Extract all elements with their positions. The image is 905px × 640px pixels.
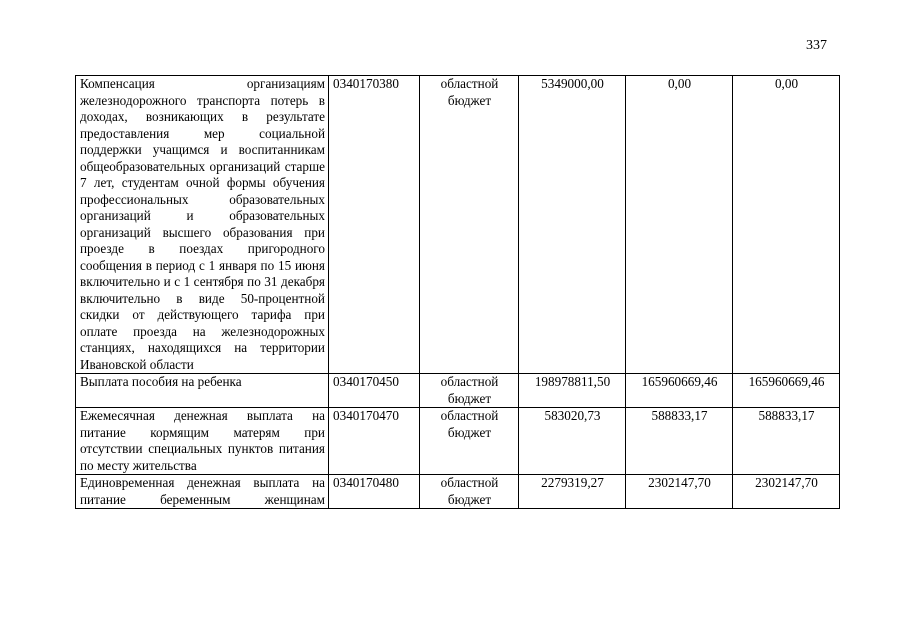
- amount-year2-cell: 0,00: [626, 76, 733, 374]
- funding-source-cell: областной бюджет: [420, 76, 519, 374]
- amount-year3-cell: 0,00: [733, 76, 840, 374]
- funding-source-cell: областной бюджет: [420, 408, 519, 475]
- amount-year3-cell: 2302147,70: [733, 475, 840, 509]
- funding-source-cell: областной бюджет: [420, 475, 519, 509]
- budget-code-cell: 0340170380: [329, 76, 420, 374]
- amount-year1-cell: 5349000,00: [519, 76, 626, 374]
- table-row: [76, 374, 840, 408]
- amount-year1-cell: 198978811,50: [519, 374, 626, 408]
- budget-code-cell: 0340170480: [329, 475, 420, 509]
- table-row: [76, 475, 840, 509]
- table-row: [76, 76, 840, 374]
- measure-name-cell: Ежемесячная денежная выплата на питание кормящим матерям при отсутствии специальных пунктов питания по месту жительства: [76, 408, 329, 475]
- page-number: 337: [806, 38, 827, 53]
- measure-name-cell: Компенсация организациям железнодорожного транспорта потерь в доходах, возникающих в результате предоставления мер социальной поддержки учащимся и воспитанникам общеобразовательных организаций старше 7 лет, студентам очной формы обучения профессиональных образовательных организаций и образовательных организаций высшего образования при проезде в поездах пригородного сообщения в период с 1 января по 15 июня включительно и с 1 сентября по 31 декабря включительно в виде 50-процентной скидки от действующего тарифа при оплате проезда на железнодорожных станциях, находящихся на территории Ивановской области: [76, 76, 329, 374]
- table-row: [76, 408, 840, 475]
- amount-year3-cell: 165960669,46: [733, 374, 840, 408]
- amount-year1-cell: 583020,73: [519, 408, 626, 475]
- funding-source-cell: областной бюджет: [420, 374, 519, 408]
- amount-year1-cell: 2279319,27: [519, 475, 626, 509]
- measure-name-cell: Выплата пособия на ребенка: [76, 374, 329, 408]
- amount-year3-cell: 588833,17: [733, 408, 840, 475]
- amount-year2-cell: 165960669,46: [626, 374, 733, 408]
- budget-code-cell: 0340170470: [329, 408, 420, 475]
- amount-year2-cell: 2302147,70: [626, 475, 733, 509]
- budget-table: [75, 75, 840, 509]
- budget-code-cell: 0340170450: [329, 374, 420, 408]
- measure-name-cell: Единовременная денежная выплата на питание беременным женщинам: [76, 475, 329, 509]
- amount-year2-cell: 588833,17: [626, 408, 733, 475]
